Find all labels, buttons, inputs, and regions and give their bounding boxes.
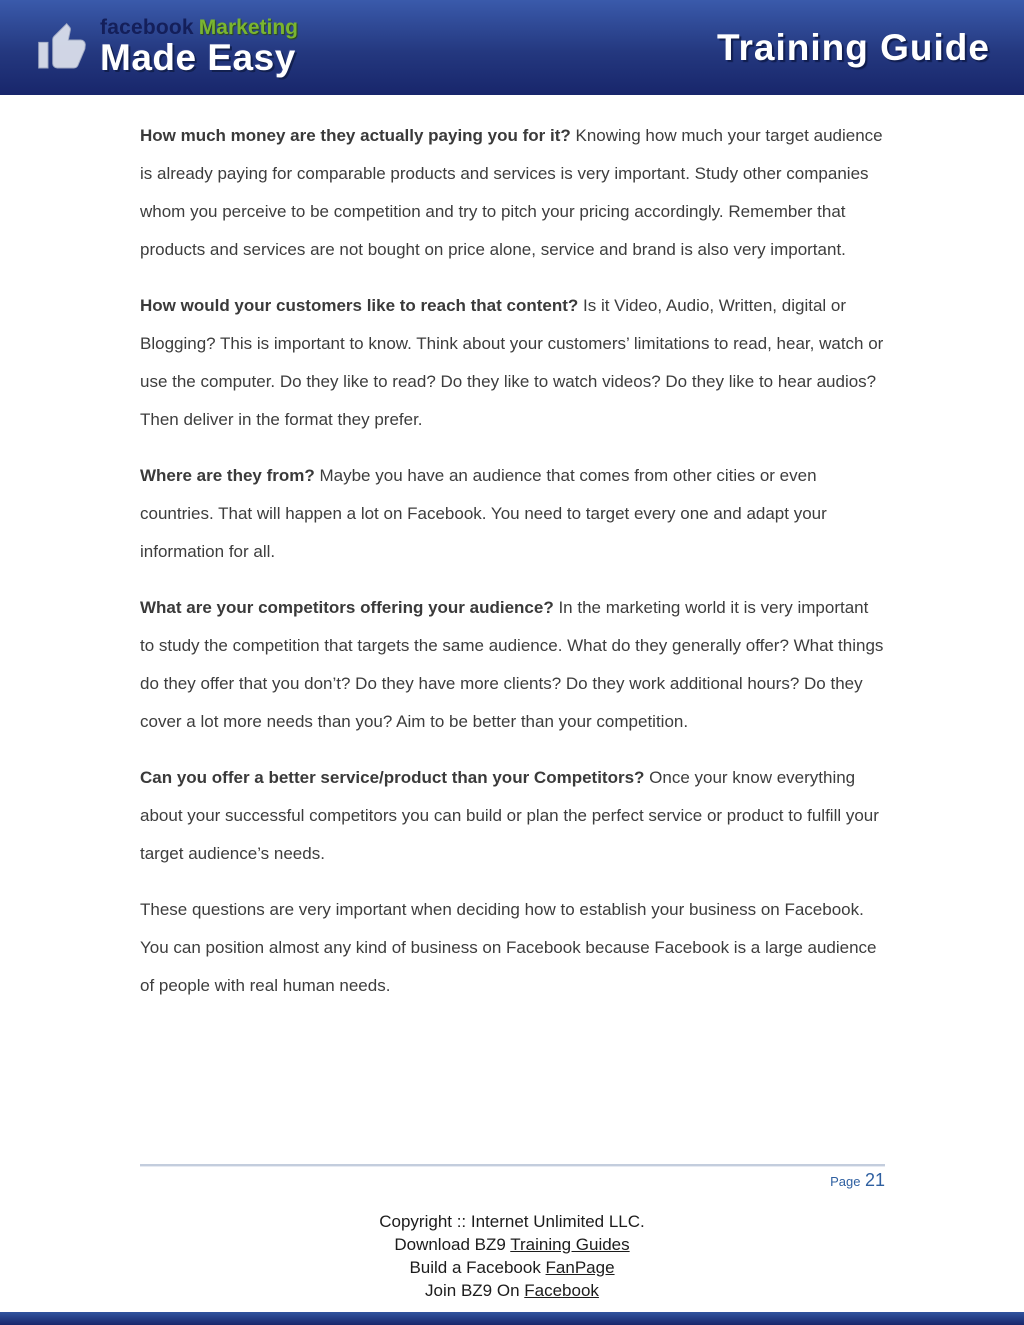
logo-word-facebook: facebook (100, 16, 194, 40)
paragraph-text: Maybe you have an audience that comes from other cities or even countries. That will happen a lot on Facebook. You need to target every one and adapt your information for all. (140, 466, 827, 561)
paragraph (140, 287, 885, 439)
paragraph (140, 759, 885, 873)
paragraph (140, 891, 885, 1005)
page-number (140, 1170, 885, 1191)
download-line (0, 1233, 1024, 1256)
paragraph-text: Knowing how much your target audience is already paying for comparable products and services is very important. Study other companies whom you perceive to be competition and try to pitch your pricing accordingly. Remember that products and services are not bought on price alone, service and brand is also very important. (140, 126, 883, 259)
join-line (0, 1279, 1024, 1302)
footer-divider (140, 1164, 885, 1167)
facebook-link[interactable]: Facebook (524, 1281, 599, 1300)
paragraph (140, 117, 885, 269)
copyright-block (0, 1210, 1024, 1302)
logo-word-made-easy: Made Easy (100, 37, 296, 79)
document-body (140, 117, 885, 1005)
paragraph-text: Once your know everything about your successful competitors you can build or plan the perfect service or product to fulfill your target audience’s needs. (140, 768, 879, 863)
fanpage-line-text: Build a Facebook (409, 1258, 546, 1277)
paragraph-lead: Can you offer a better service/product than your Competitors? (140, 768, 645, 787)
paragraph-text: In the marketing world it is very important to study the competition that targets the same audience. What do they generally offer? What things do they offer that you don’t? Do they have more clients? Do they work additional hours? Do they cover a lot more needs than you? Aim to be better than your competition. (140, 598, 884, 731)
logo (34, 17, 298, 78)
page-label: Page (830, 1174, 861, 1189)
copyright-line: Copyright :: Internet Unlimited LLC. (379, 1212, 645, 1231)
paragraph-lead: How much money are they actually paying you for it? (140, 126, 571, 145)
training-guides-link[interactable]: Training Guides (510, 1235, 630, 1254)
thumbs-up-icon (34, 19, 90, 75)
fanpage-link[interactable]: FanPage (545, 1258, 615, 1277)
header-band (0, 0, 1024, 95)
paragraph-lead: Where are they from? (140, 466, 315, 485)
paragraph-text: Is it Video, Audio, Written, digital or Blogging? This is important to know. Think about your customers’ limitations to read, hear, watch or use the computer. Do they like to read? Do they like to watch videos? Do they like to hear audios? Then deliver in the format they prefer. (140, 296, 884, 429)
bottom-bar (0, 1312, 1024, 1325)
download-line-text: Download BZ9 (394, 1235, 511, 1254)
logo-text (100, 17, 298, 78)
logo-line-1 (100, 17, 298, 39)
fanpage-line (0, 1256, 1024, 1279)
page-number-value: 21 (864, 1170, 885, 1190)
join-line-text: Join BZ9 On (425, 1281, 525, 1300)
paragraph-lead: How would your customers like to reach that content? (140, 296, 579, 315)
paragraph-text: These questions are very important when deciding how to establish your business on Facebook. You can position almost any kind of business on Facebook because Facebook is a large audience of people with real human needs. (140, 900, 877, 995)
paragraph-lead: What are your competitors offering your audience? (140, 598, 554, 617)
paragraph (140, 457, 885, 571)
page-title: Training Guide (716, 26, 990, 68)
paragraph (140, 589, 885, 741)
logo-word-marketing: Marketing (198, 16, 298, 40)
